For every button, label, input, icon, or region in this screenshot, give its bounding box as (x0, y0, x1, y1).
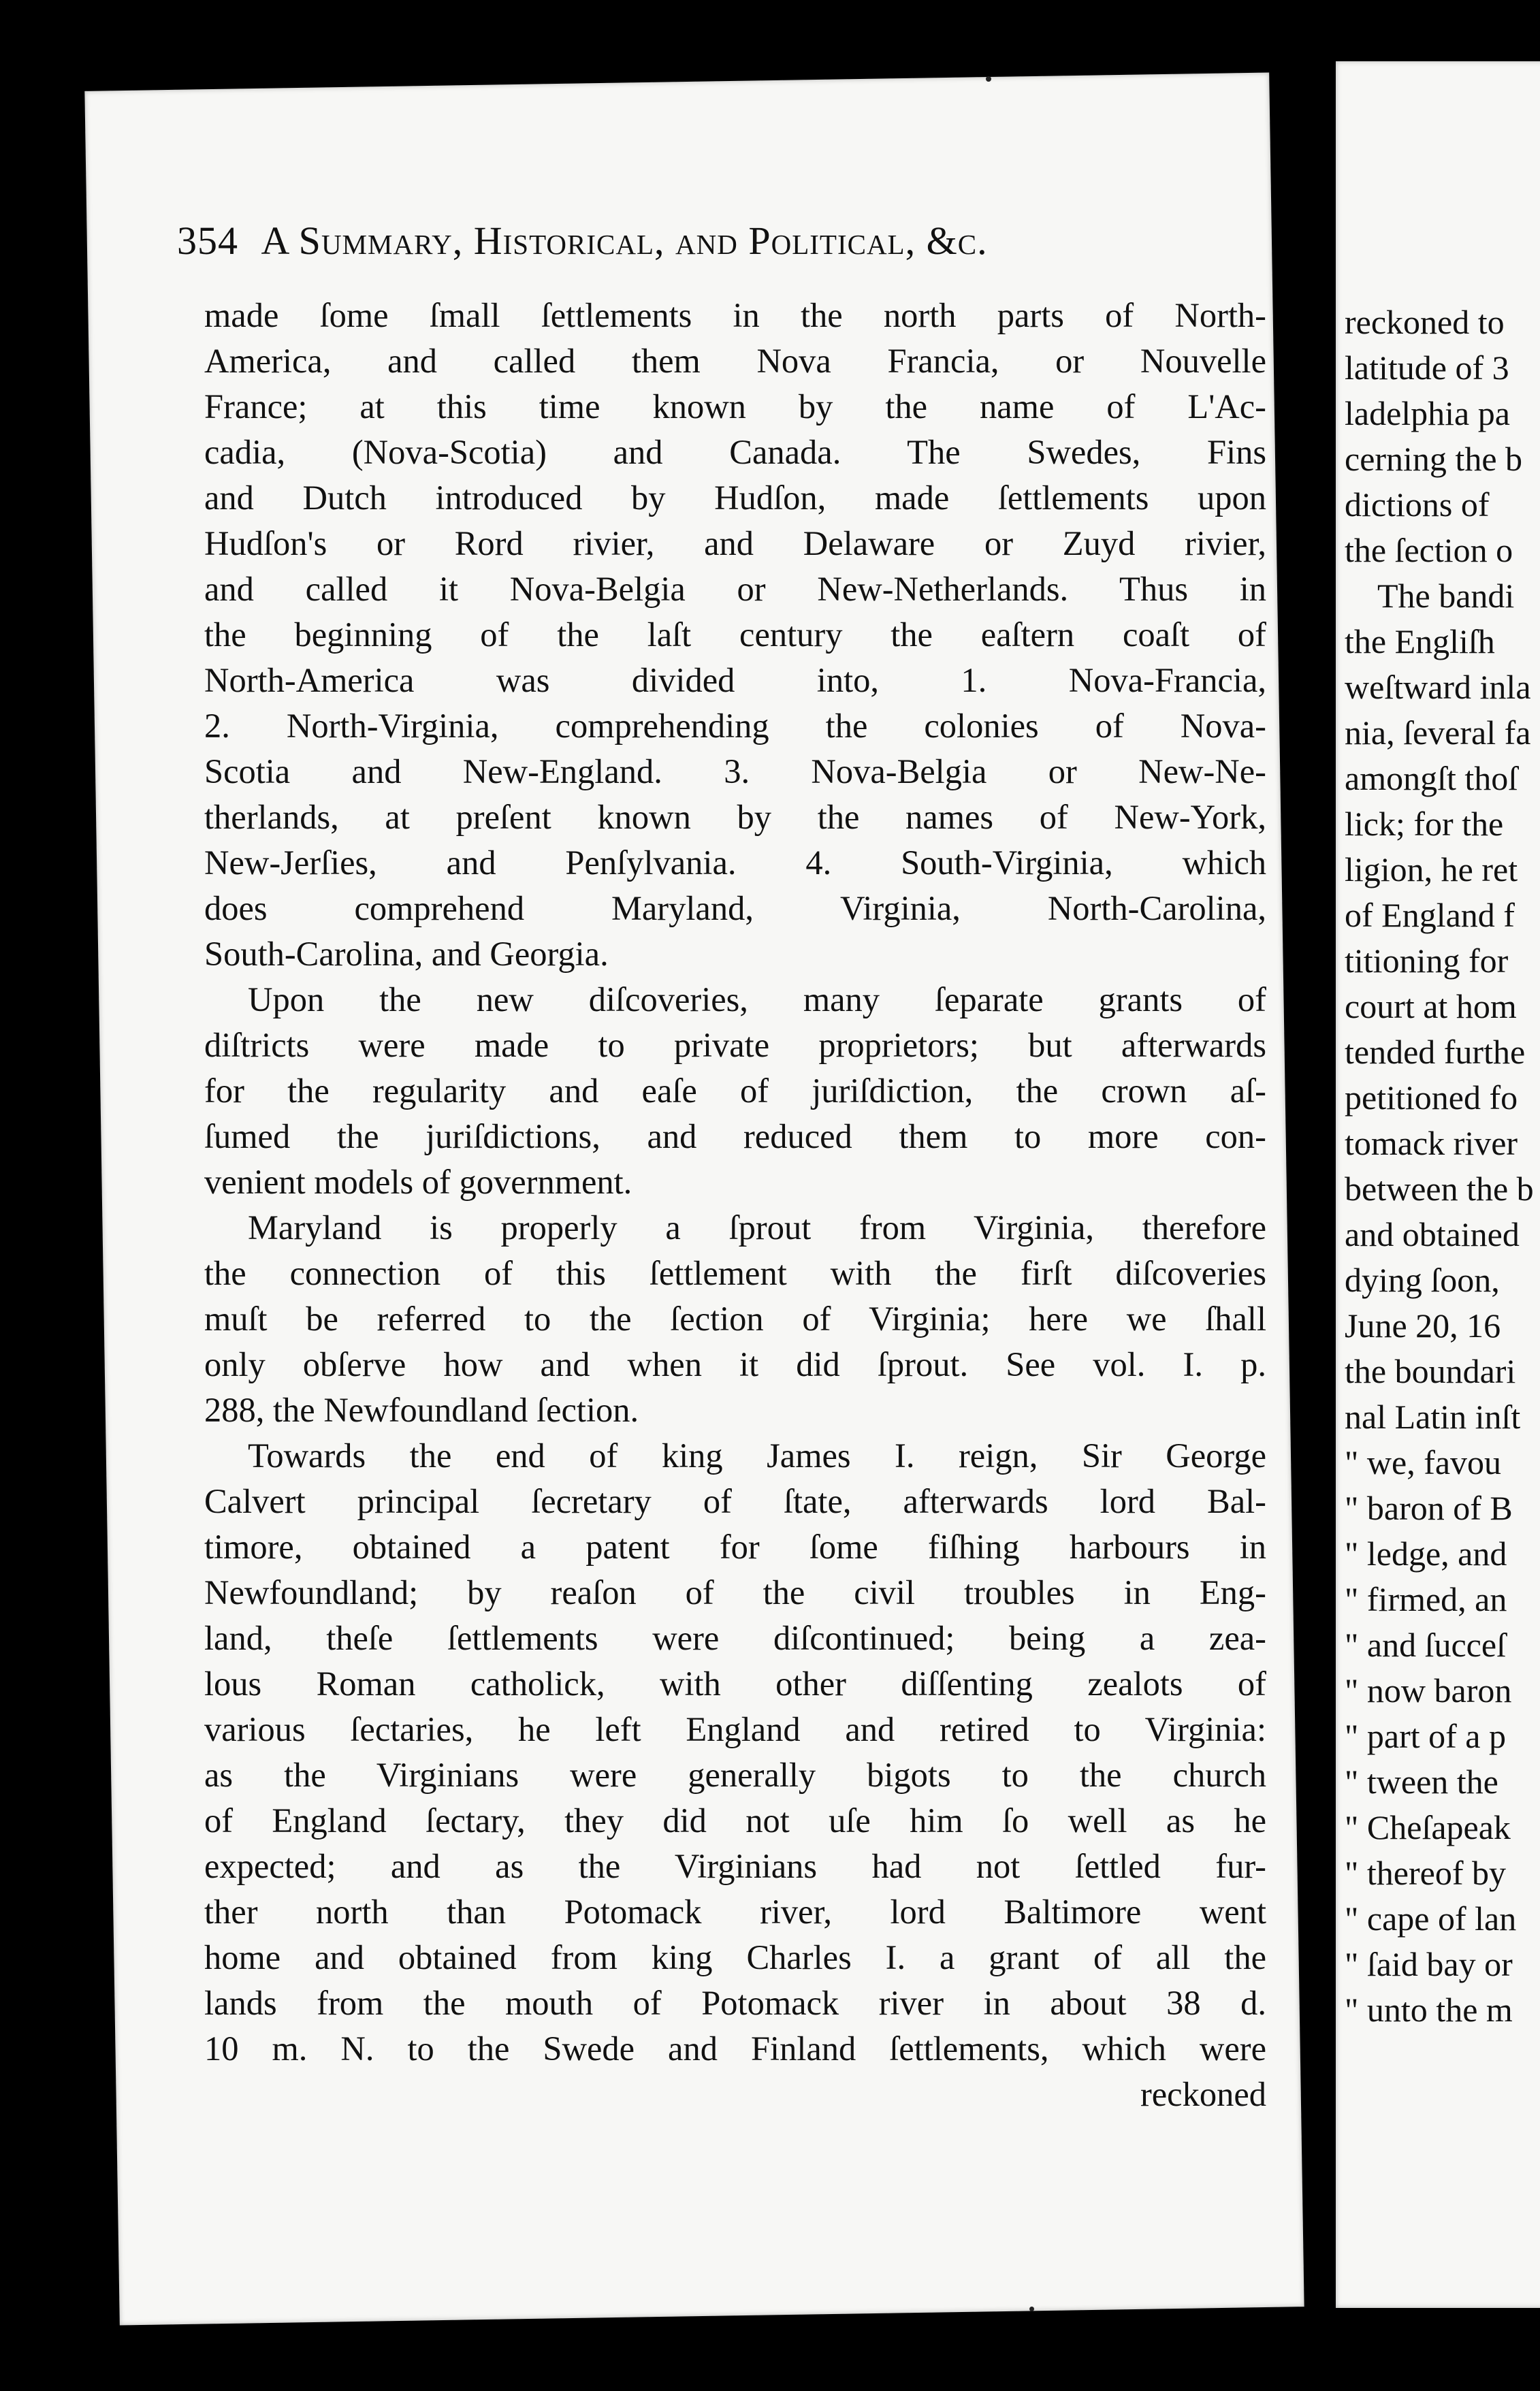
text-line: 288, the Newfoundland ſection. (204, 1391, 639, 1429)
text-line: " cape of lan (1345, 1899, 1517, 1938)
text-line: reckoned to (1345, 303, 1505, 341)
running-header (177, 218, 1253, 263)
text-line: " ſaid bay or (1345, 1945, 1513, 1983)
text-line: the beginning of the laſt century the eaſtern coaſt of (204, 615, 1266, 654)
text-line: Hudſon's or Rord rivier, and Delaware or Zuyd rivier, (204, 524, 1266, 562)
text-line: the ſection o (1345, 531, 1513, 569)
text-line: tended furthe (1345, 1033, 1526, 1071)
text-line: and called it Nova-Belgia or New-Netherlands. Thus in (204, 570, 1266, 608)
text-line: latitude of 3 (1345, 349, 1509, 387)
text-line: New-Jerſies, and Penſylvania. 4. South-Virginia, which (204, 844, 1266, 882)
text-line: venient models of government. (204, 1163, 632, 1201)
text-line: Scotia and New-England. 3. Nova-Belgia or New-Ne- (204, 752, 1266, 790)
text-line: " firmed, an (1345, 1580, 1507, 1618)
paragraph-start-line: Towards the end of king James I. reign, Sir George (248, 1437, 1266, 1475)
text-line: home and obtained from king Charles I. a grant of all the (204, 1938, 1266, 1976)
text-line: " tween the (1345, 1763, 1498, 1801)
text-line: dictions of (1345, 485, 1490, 524)
right-page-text (1345, 300, 1540, 2033)
text-line: " and ſucceſ (1345, 1626, 1506, 1664)
scan-speck (1029, 2307, 1034, 2311)
text-line: tomack river (1345, 1124, 1518, 1162)
text-line: ſumed the juriſdictions, and reduced them to more con- (204, 1117, 1266, 1155)
text-line: does comprehend Maryland, Virginia, North-Carolina, (204, 889, 1266, 927)
text-line: ladelphia pa (1345, 394, 1510, 432)
text-line: " now baron (1345, 1671, 1512, 1710)
text-line: " ledge, and (1345, 1535, 1507, 1573)
text-line: therlands, at preſent known by the names of New-York, (204, 798, 1266, 836)
text-line: Newfoundland; by reaſon of the civil troubles in Eng- (204, 1573, 1266, 1611)
text-line: France; at this time known by the name of L'Ac- (204, 387, 1266, 426)
text-line: lick; for the (1345, 805, 1504, 843)
text-line: of England ſectary, they did not uſe him ſo well as he (204, 1801, 1266, 1840)
text-line: weſtward inla (1345, 668, 1531, 706)
text-line: ligion, he ret (1345, 850, 1518, 888)
text-line: " we, favou (1345, 1443, 1502, 1481)
text-line: petitioned fo (1345, 1078, 1518, 1117)
page-number: 354 (177, 219, 238, 263)
text-line: cerning the b (1345, 440, 1523, 478)
text-line: diſtricts were made to private proprietors; but afterwards (204, 1026, 1266, 1064)
running-head-title: A Summary, Historical, and Political, &c. (261, 219, 988, 263)
text-line: only obſerve how and when it did ſprout. See vol. I. p. (204, 1345, 1266, 1383)
text-line: North-America was divided into, 1. Nova-Francia, (204, 661, 1266, 699)
text-line: titioning for (1345, 942, 1509, 980)
paragraph-start-line: The bandi (1377, 577, 1515, 615)
text-line: June 20, 16 (1345, 1306, 1501, 1345)
left-page-text (204, 293, 1266, 2117)
text-line: South-Carolina, and Georgia. (204, 935, 609, 973)
text-line: made ſome ſmall ſettlements in the north parts of North- (204, 296, 1266, 334)
text-line: ther north than Potomack river, lord Baltimore went (204, 1893, 1266, 1931)
text-line: lands from the mouth of Potomack river in about 38 d. (204, 1984, 1266, 2022)
text-line: between the b (1345, 1170, 1534, 1208)
text-line: Calvert principal ſecretary of ſtate, afterwards lord Bal- (204, 1482, 1266, 1520)
text-line: and Dutch introduced by Hudſon, made ſettlements upon (204, 479, 1266, 517)
paragraph-start-line: Maryland is properly a ſprout from Virginia, therefore (248, 1208, 1266, 1247)
text-line: and obtained (1345, 1215, 1520, 1253)
text-line: court at hom (1345, 987, 1517, 1025)
catchword: reckoned (1140, 2075, 1266, 2113)
text-line: various ſectaries, he left England and retired to Virginia: (204, 1710, 1266, 1748)
text-line: cadia, (Nova-Scotia) and Canada. The Swedes, Fins (204, 433, 1266, 471)
text-line: lous Roman catholick, with other diſſenting zealots of (204, 1665, 1266, 1703)
text-line: 2. North-Virginia, comprehending the colonies of Nova- (204, 707, 1266, 745)
text-line: of England f (1345, 896, 1515, 934)
text-line: 10 m. N. to the Swede and Finland ſettlements, which were (204, 2029, 1266, 2068)
text-line: " unto the m (1345, 1991, 1513, 2029)
text-line: the connection of this ſettlement with the firſt diſcoveries (204, 1254, 1266, 1292)
text-line: " baron of B (1345, 1489, 1513, 1527)
text-line: the Engliſh (1345, 622, 1495, 660)
text-line: " Cheſapeak (1345, 1808, 1511, 1846)
text-line: land, theſe ſettlements were diſcontinued; being a zea- (204, 1619, 1266, 1657)
scan-speck (986, 76, 991, 82)
text-line: America, and called them Nova Francia, or Nouvelle (204, 342, 1266, 380)
text-line: expected; and as the Virginians had not ſettled fur- (204, 1847, 1266, 1885)
text-line: nal Latin inſt (1345, 1398, 1521, 1436)
text-line: " thereof by (1345, 1854, 1506, 1892)
paragraph-start-line: Upon the new diſcoveries, many ſeparate grants of (248, 980, 1266, 1018)
text-line: for the regularity and eaſe of juriſdiction, the crown aſ- (204, 1072, 1266, 1110)
text-line: the boundari (1345, 1352, 1516, 1390)
text-line: " part of a p (1345, 1717, 1506, 1755)
text-line: muſt be referred to the ſection of Virginia; here we ſhall (204, 1300, 1266, 1338)
text-line: amongſt thoſ (1345, 759, 1518, 797)
text-line: as the Virginians were generally bigots to the church (204, 1756, 1266, 1794)
text-line: nia, ſeveral fa (1345, 713, 1531, 752)
text-line: timore, obtained a patent for ſome fiſhing harbours in (204, 1528, 1266, 1566)
text-line: dying ſoon, (1345, 1261, 1500, 1299)
